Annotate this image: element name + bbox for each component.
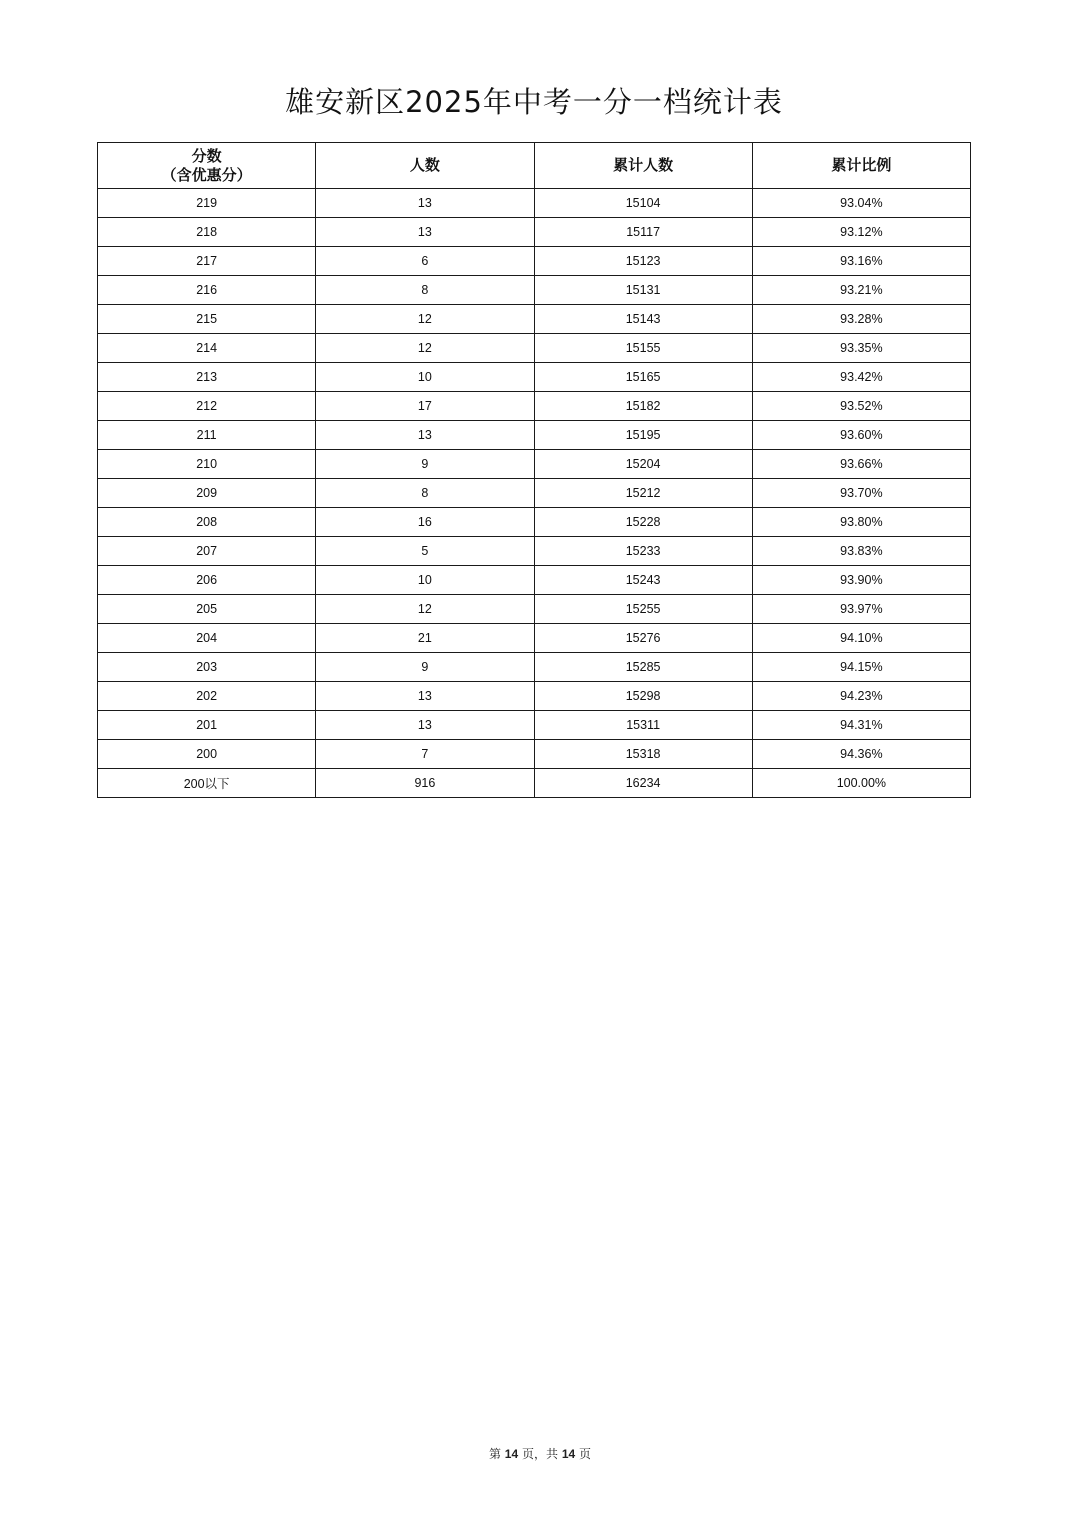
cell-cumulative-count: 15123 [534,247,752,276]
cell-cumulative-count: 15212 [534,479,752,508]
table-row [98,305,971,334]
cell-cumulative-count: 15195 [534,421,752,450]
cell-score: 201 [98,711,316,740]
cell-count: 10 [316,566,534,595]
cell-cumulative-count: 16234 [534,769,752,798]
cell-cumulative-ratio: 93.60% [752,421,970,450]
cell-count: 8 [316,276,534,305]
table-row [98,392,971,421]
cell-count: 12 [316,305,534,334]
cell-cumulative-ratio: 100.00% [752,769,970,798]
page-footer [0,1445,1080,1462]
page-title: 雄安新区2025年中考一分一档统计表 [285,85,783,119]
table-row [98,566,971,595]
cell-cumulative-count: 15318 [534,740,752,769]
header-cumulative-ratio: 累计比例 [752,143,970,189]
cell-cumulative-count: 15131 [534,276,752,305]
cell-count: 10 [316,363,534,392]
cell-cumulative-ratio: 94.10% [752,624,970,653]
table-row [98,189,971,218]
cell-cumulative-ratio: 93.90% [752,566,970,595]
cell-cumulative-count: 15233 [534,537,752,566]
cell-cumulative-ratio: 93.80% [752,508,970,537]
cell-cumulative-ratio: 94.31% [752,711,970,740]
cell-count: 21 [316,624,534,653]
table-row [98,508,971,537]
score-table [97,142,971,798]
cell-score: 204 [98,624,316,653]
cell-score: 205 [98,595,316,624]
header-score-line2: （含优惠分） [161,165,252,184]
footer-total-pages: 14 [561,1447,576,1461]
table-header-row [98,143,971,189]
footer-middle: 页，共 [521,1447,558,1461]
cell-score: 200以下 [98,769,316,798]
header-count: 人数 [316,143,534,189]
score-table-container [97,142,971,798]
cell-count: 9 [316,450,534,479]
cell-count: 7 [316,740,534,769]
cell-cumulative-count: 15255 [534,595,752,624]
cell-count: 9 [316,653,534,682]
cell-score: 219 [98,189,316,218]
header-score [98,143,316,189]
cell-count: 5 [316,537,534,566]
cell-cumulative-count: 15155 [534,334,752,363]
cell-cumulative-count: 15182 [534,392,752,421]
cell-cumulative-count: 15228 [534,508,752,537]
cell-cumulative-count: 15276 [534,624,752,653]
table-row [98,247,971,276]
cell-score: 203 [98,653,316,682]
cell-cumulative-count: 15204 [534,450,752,479]
cell-cumulative-ratio: 93.42% [752,363,970,392]
table-row [98,537,971,566]
cell-score: 218 [98,218,316,247]
table-row [98,334,971,363]
cell-score: 217 [98,247,316,276]
cell-score: 209 [98,479,316,508]
cell-score: 202 [98,682,316,711]
cell-count: 8 [316,479,534,508]
cell-cumulative-ratio: 93.66% [752,450,970,479]
cell-cumulative-ratio: 93.35% [752,334,970,363]
cell-cumulative-ratio: 93.52% [752,392,970,421]
cell-cumulative-ratio: 94.15% [752,653,970,682]
cell-score: 200 [98,740,316,769]
cell-cumulative-ratio: 93.83% [752,537,970,566]
table-row [98,711,971,740]
table-row [98,363,971,392]
cell-cumulative-ratio: 93.04% [752,189,970,218]
footer-prefix: 第 [488,1447,501,1461]
cell-count: 17 [316,392,534,421]
table-row [98,769,971,798]
cell-cumulative-ratio: 93.21% [752,276,970,305]
cell-score: 206 [98,566,316,595]
table-body [98,189,971,798]
table-row [98,421,971,450]
table-row [98,450,971,479]
cell-cumulative-count: 15285 [534,653,752,682]
table-row [98,479,971,508]
cell-score: 211 [98,421,316,450]
cell-score: 216 [98,276,316,305]
cell-cumulative-count: 15117 [534,218,752,247]
header-score-line1: 分数 [191,146,222,165]
cell-count: 16 [316,508,534,537]
cell-count: 12 [316,334,534,363]
footer-suffix: 页 [579,1447,592,1461]
cell-score: 215 [98,305,316,334]
cell-cumulative-count: 15243 [534,566,752,595]
cell-count: 13 [316,421,534,450]
cell-cumulative-ratio: 93.12% [752,218,970,247]
cell-cumulative-ratio: 94.36% [752,740,970,769]
cell-cumulative-ratio: 93.16% [752,247,970,276]
cell-cumulative-count: 15298 [534,682,752,711]
table-row [98,218,971,247]
table-row [98,682,971,711]
cell-score: 214 [98,334,316,363]
cell-cumulative-ratio: 93.28% [752,305,970,334]
cell-count: 13 [316,218,534,247]
cell-cumulative-count: 15165 [534,363,752,392]
table-row [98,595,971,624]
cell-cumulative-ratio: 93.70% [752,479,970,508]
header-cumulative-count: 累计人数 [534,143,752,189]
cell-score: 213 [98,363,316,392]
cell-count: 6 [316,247,534,276]
cell-cumulative-count: 15104 [534,189,752,218]
cell-count: 916 [316,769,534,798]
footer-page-number: 14 [504,1447,519,1461]
cell-score: 210 [98,450,316,479]
cell-score: 208 [98,508,316,537]
cell-score: 207 [98,537,316,566]
cell-count: 12 [316,595,534,624]
cell-cumulative-count: 15311 [534,711,752,740]
cell-count: 13 [316,189,534,218]
table-row [98,653,971,682]
cell-count: 13 [316,682,534,711]
table-row [98,276,971,305]
cell-cumulative-ratio: 94.23% [752,682,970,711]
cell-count: 13 [316,711,534,740]
cell-cumulative-ratio: 93.97% [752,595,970,624]
cell-score: 212 [98,392,316,421]
cell-cumulative-count: 15143 [534,305,752,334]
table-row [98,624,971,653]
table-row [98,740,971,769]
